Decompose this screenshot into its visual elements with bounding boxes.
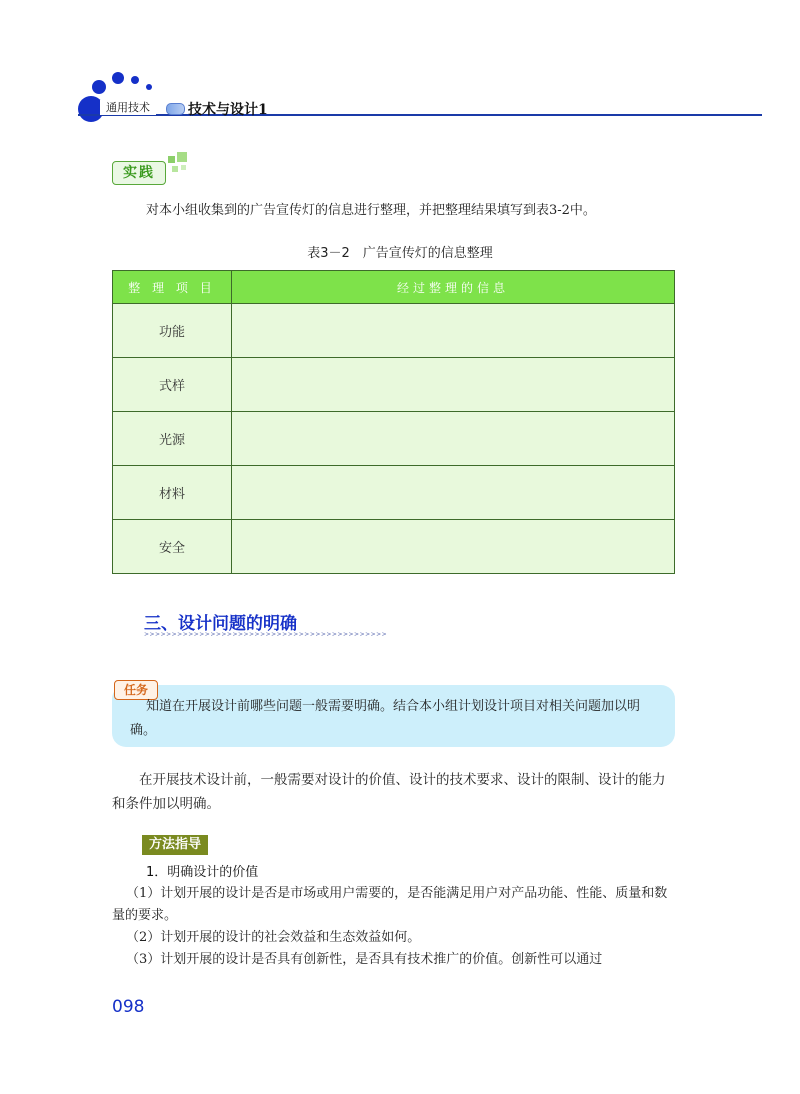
method-heading: 1．明确设计的价值 — [146, 865, 259, 880]
row-label: 安全 — [113, 520, 232, 574]
method-list — [112, 883, 675, 971]
row-value-cell[interactable] — [232, 358, 675, 412]
table-row — [113, 358, 675, 412]
row-value-cell[interactable] — [232, 466, 675, 520]
table-caption: 表3－2 广告宣传灯的信息整理 — [307, 246, 493, 261]
row-value-cell[interactable] — [232, 412, 675, 466]
row-value-cell[interactable] — [232, 520, 675, 574]
column-header: 整 理 项 目 — [113, 271, 232, 304]
table-row — [113, 304, 675, 358]
section-arrow-rule: >>>>>>>>>>>>>>>>>>>>>>>>>>>>>>>>>>>>>>>>>>>> — [144, 631, 388, 638]
list-item: （3）计划开展的设计是否具有创新性，是否具有技术推广的价值。创新性可以通过 — [126, 952, 603, 967]
list-item: （1）计划开展的设计是否是市场或用户需要的，是否能满足用户对产品功能、性能、质量和数量的要求。 — [112, 886, 668, 923]
column-header: 经过整理的信息 — [232, 271, 675, 304]
book-title: 技术与设计1 — [188, 102, 268, 118]
table-row — [113, 412, 675, 466]
row-value-cell[interactable] — [232, 304, 675, 358]
table-header-row — [113, 271, 675, 304]
table-row — [113, 520, 675, 574]
method-badge: 方法指导 — [142, 835, 208, 855]
list-item: （2）计划开展的设计的社会效益和生态效益如何。 — [126, 930, 421, 945]
row-label: 功能 — [113, 304, 232, 358]
section-title: 三、设计问题的明确 — [144, 614, 297, 634]
practice-instruction: 对本小组收集到的广告宣传灯的信息进行整理，并把整理结果填写到表3-2中。 — [146, 203, 596, 218]
row-label: 光源 — [113, 412, 232, 466]
series-label: 通用技术 — [100, 100, 156, 115]
task-text: 知道在开展设计前哪些问题一般需要明确。结合本小组计划设计项目对相关问题加以明确。 — [130, 699, 641, 738]
header-dot-medium — [92, 80, 106, 94]
body-paragraph: 在开展技术设计前，一般需要对设计的价值、设计的技术要求、设计的限制、设计的能力和条件加以明确。 — [112, 772, 666, 812]
header-dot-small — [131, 76, 139, 84]
task-badge: 任务 — [114, 680, 158, 700]
practice-badge: 实践 — [112, 161, 166, 185]
header-dot-medium — [112, 72, 124, 84]
volume-badge-icon — [166, 103, 185, 115]
info-table — [112, 270, 675, 574]
header-dot-tiny — [146, 84, 152, 90]
row-label: 材料 — [113, 466, 232, 520]
row-label: 式样 — [113, 358, 232, 412]
table-row — [113, 466, 675, 520]
page-number: 098 — [112, 997, 145, 1017]
